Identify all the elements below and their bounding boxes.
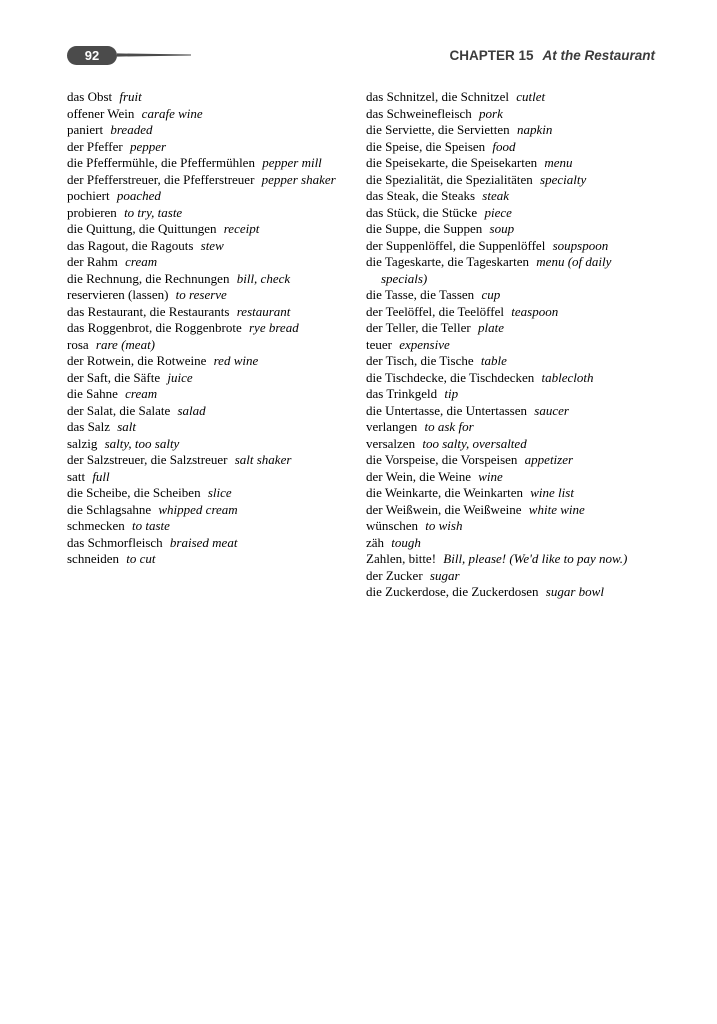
german-term: der Wein, die Weine xyxy=(366,468,472,484)
english-translation: menu xyxy=(544,155,573,170)
vocab-entry xyxy=(67,155,347,172)
english-translation: juice xyxy=(167,369,193,385)
vocab-entry xyxy=(366,287,659,304)
english-translation: to cut xyxy=(126,551,156,566)
english-translation: tablecloth xyxy=(541,369,594,385)
vocab-column-right xyxy=(366,89,659,601)
english-translation: receipt xyxy=(223,221,260,236)
vocab-entry xyxy=(67,221,347,238)
german-term: der Suppenlöffel, die Suppenlöffel xyxy=(366,237,546,253)
vocab-entry xyxy=(366,337,659,354)
vocab-entry xyxy=(366,551,659,568)
german-term: die Weinkarte, die Weinkarten xyxy=(366,485,523,500)
vocab-entry xyxy=(366,535,659,552)
vocab-entry xyxy=(366,304,659,321)
english-translation: whipped cream xyxy=(158,501,238,517)
german-term: die Zuckerdose, die Zuckerdosen xyxy=(366,584,539,599)
german-term: der Saft, die Säfte xyxy=(67,369,161,385)
german-term: das Schweinefleisch xyxy=(366,105,472,121)
chapter-heading xyxy=(449,48,655,63)
page-number-badge: 92 xyxy=(67,46,117,65)
german-term: rosa xyxy=(67,336,89,352)
english-translation: restaurant xyxy=(236,303,291,319)
english-translation: to taste xyxy=(132,518,170,533)
english-translation: wine list xyxy=(530,485,574,500)
english-translation: pepper mill xyxy=(262,155,322,170)
german-term: zäh xyxy=(366,534,385,550)
german-term: der Pfeffer xyxy=(67,138,123,154)
vocab-entry xyxy=(67,353,347,370)
vocab-entry xyxy=(67,403,347,420)
german-term: die Serviette, die Servietten xyxy=(366,122,510,137)
english-translation: breaded xyxy=(110,122,153,137)
german-term: satt xyxy=(67,468,86,484)
vocab-entry xyxy=(366,370,659,387)
vocab-entry xyxy=(67,452,347,469)
vocab-entry xyxy=(366,122,659,139)
vocab-entry xyxy=(366,403,659,420)
vocab-entry xyxy=(366,188,659,205)
english-translation: bill, check xyxy=(236,270,291,286)
english-translation: teaspoon xyxy=(511,303,559,319)
english-translation: stew xyxy=(200,237,224,253)
german-term: der Pfefferstreuer, die Pfefferstreuer xyxy=(67,171,255,187)
english-translation: salad xyxy=(177,402,206,418)
vocab-entry xyxy=(67,419,347,436)
german-term: die Untertasse, die Untertassen xyxy=(366,402,528,418)
vocab-entry xyxy=(67,502,347,519)
vocab-entry xyxy=(67,287,347,304)
vocab-entry xyxy=(366,485,659,502)
english-translation: red wine xyxy=(213,353,259,368)
vocab-entry xyxy=(366,469,659,486)
german-term: versalzen xyxy=(366,435,416,451)
english-translation: sugar xyxy=(429,567,460,583)
english-translation: too salty, oversalted xyxy=(422,435,527,451)
vocab-entry xyxy=(366,320,659,337)
english-translation: pepper xyxy=(129,138,167,154)
english-translation: cream xyxy=(125,254,158,269)
vocab-entry xyxy=(366,172,659,189)
vocab-entry xyxy=(366,139,659,156)
german-term: das Restaurant, die Restaurants xyxy=(67,303,230,319)
vocab-entry xyxy=(67,188,347,205)
vocab-column-left xyxy=(67,89,347,601)
german-term: salzig xyxy=(67,435,98,451)
english-translation: Bill, please! (We'd like to pay now.) xyxy=(443,551,628,566)
english-translation: cream xyxy=(125,386,158,401)
english-translation: cup xyxy=(481,287,501,302)
german-term: die Sahne xyxy=(67,386,118,401)
german-term: der Teller, die Teller xyxy=(366,320,471,335)
german-term: der Zucker xyxy=(366,567,423,583)
german-term: das Obst xyxy=(67,89,113,104)
english-translation: soupspoon xyxy=(552,237,609,253)
english-translation: to ask for xyxy=(424,419,474,434)
english-translation: pork xyxy=(479,105,503,121)
german-term: die Rechnung, die Rechnungen xyxy=(67,270,230,286)
german-term: das Schmorfleisch xyxy=(67,534,163,550)
vocab-entry xyxy=(366,353,659,370)
vocab-entry xyxy=(67,205,347,222)
english-translation: napkin xyxy=(516,122,553,137)
chapter-label: CHAPTER 15 xyxy=(449,47,534,63)
english-translation: tough xyxy=(391,534,421,550)
german-term: die Tischdecke, die Tischdecken xyxy=(366,369,535,385)
german-term: das Salz xyxy=(67,419,110,434)
english-translation: to wish xyxy=(425,518,463,533)
german-term: offener Wein xyxy=(67,105,135,121)
german-term: die Schlagsahne xyxy=(67,501,152,517)
vocab-entry xyxy=(366,452,659,469)
english-translation: soup xyxy=(489,221,515,236)
vocab-entry xyxy=(366,89,659,106)
english-translation: salty, too salty xyxy=(104,435,180,451)
english-translation: fruit xyxy=(119,89,142,104)
english-translation: pepper shaker xyxy=(261,171,336,187)
english-translation: to reserve xyxy=(175,287,227,302)
english-translation: rye bread xyxy=(249,320,299,335)
german-term: der Salat, die Salate xyxy=(67,402,171,418)
english-translation: rare (meat) xyxy=(95,336,156,352)
german-term: der Rotwein, die Rotweine xyxy=(67,353,207,368)
english-translation: plate xyxy=(478,320,504,335)
german-term: reservieren (lassen) xyxy=(67,287,169,302)
vocab-entry xyxy=(67,254,347,271)
english-translation: to try, taste xyxy=(124,204,183,220)
vocab-entry xyxy=(67,535,347,552)
english-translation: salt xyxy=(117,419,137,434)
english-translation: piece xyxy=(484,204,512,220)
german-term: schmecken xyxy=(67,518,125,533)
vocab-entry xyxy=(366,584,659,601)
german-term: der Rahm xyxy=(67,254,118,269)
vocab-entry xyxy=(366,155,659,172)
vocab-entry xyxy=(67,271,347,288)
vocab-entry xyxy=(366,419,659,436)
vocab-entry xyxy=(67,122,347,139)
english-translation: food xyxy=(492,138,516,154)
german-term: paniert xyxy=(67,122,104,137)
vocab-entry xyxy=(67,139,347,156)
german-term: pochiert xyxy=(67,188,110,203)
vocab-entry xyxy=(67,320,347,337)
vocab-entry xyxy=(366,502,659,519)
vocab-entry xyxy=(366,254,659,287)
vocab-entry xyxy=(67,386,347,403)
english-translation: white wine xyxy=(528,501,585,517)
german-term: teuer xyxy=(366,336,392,352)
german-term: der Tisch, die Tische xyxy=(366,353,474,368)
german-term: die Tageskarte, die Tageskarten xyxy=(366,254,530,269)
vocab-entry xyxy=(67,172,347,189)
english-translation: specialty xyxy=(540,171,587,187)
german-term: verlangen xyxy=(366,419,418,434)
vocab-entry xyxy=(366,568,659,585)
english-translation: steak xyxy=(482,188,510,203)
vocab-entry xyxy=(67,485,347,502)
english-translation: expensive xyxy=(399,336,450,352)
vocab-entry xyxy=(67,370,347,387)
english-translation: salt shaker xyxy=(234,452,292,467)
vocab-entry xyxy=(366,106,659,123)
vocabulary-list xyxy=(67,89,659,601)
vocab-entry xyxy=(366,436,659,453)
english-translation: poached xyxy=(116,188,161,203)
german-term: das Stück, die Stücke xyxy=(366,204,478,220)
german-term: schneiden xyxy=(67,551,119,566)
english-translation: sugar bowl xyxy=(545,584,604,599)
vocab-entry xyxy=(67,238,347,255)
german-term: die Quittung, die Quittungen xyxy=(67,221,217,236)
vocab-entry xyxy=(67,89,347,106)
english-translation: saucer xyxy=(534,402,569,418)
german-term: die Vorspeise, die Vorspeisen xyxy=(366,452,518,467)
vocab-entry xyxy=(67,551,347,568)
vocab-entry xyxy=(67,337,347,354)
english-translation: table xyxy=(480,353,507,368)
badge-ornament-line xyxy=(117,53,191,57)
german-term: der Teelöffel, die Teelöffel xyxy=(366,303,504,319)
german-term: das Schnitzel, die Schnitzel xyxy=(366,89,509,104)
english-translation: menu (of daily specials) xyxy=(381,254,612,286)
vocab-entry xyxy=(67,518,347,535)
german-term: die Speisekarte, die Speisekarten xyxy=(366,155,538,170)
vocab-entry xyxy=(67,106,347,123)
german-term: das Roggenbrot, die Roggenbrote xyxy=(67,320,242,335)
chapter-title: At the Restaurant xyxy=(542,47,655,63)
english-translation: appetizer xyxy=(524,452,574,467)
german-term: die Suppe, die Suppen xyxy=(366,221,483,236)
german-term: die Tasse, die Tassen xyxy=(366,287,475,302)
english-translation: slice xyxy=(207,485,232,500)
german-term: wünschen xyxy=(366,518,418,533)
german-term: probieren xyxy=(67,204,117,220)
german-term: Zahlen, bitte! xyxy=(366,551,437,566)
page-header xyxy=(67,44,655,66)
vocab-entry xyxy=(366,238,659,255)
english-translation: cutlet xyxy=(516,89,546,104)
vocab-entry xyxy=(366,518,659,535)
german-term: der Salzstreuer, die Salzstreuer xyxy=(67,452,228,467)
english-translation: carafe wine xyxy=(141,105,203,121)
german-term: die Pfeffermühle, die Pfeffermühlen xyxy=(67,155,255,170)
vocab-entry xyxy=(67,469,347,486)
english-translation: tip xyxy=(444,386,459,401)
vocab-entry xyxy=(366,386,659,403)
german-term: die Spezialität, die Spezialitäten xyxy=(366,171,533,187)
german-term: die Scheibe, die Scheiben xyxy=(67,485,201,500)
english-translation: braised meat xyxy=(169,534,238,550)
english-translation: full xyxy=(92,468,110,484)
vocab-entry xyxy=(67,304,347,321)
german-term: das Trinkgeld xyxy=(366,386,438,401)
vocab-entry xyxy=(366,205,659,222)
german-term: der Weißwein, die Weißweine xyxy=(366,501,522,517)
german-term: das Steak, die Steaks xyxy=(366,188,476,203)
page-number-group xyxy=(67,46,191,65)
vocab-entry xyxy=(366,221,659,238)
german-term: die Speise, die Speisen xyxy=(366,138,486,154)
english-translation: wine xyxy=(478,468,503,484)
german-term: das Ragout, die Ragouts xyxy=(67,237,194,253)
vocab-entry xyxy=(67,436,347,453)
